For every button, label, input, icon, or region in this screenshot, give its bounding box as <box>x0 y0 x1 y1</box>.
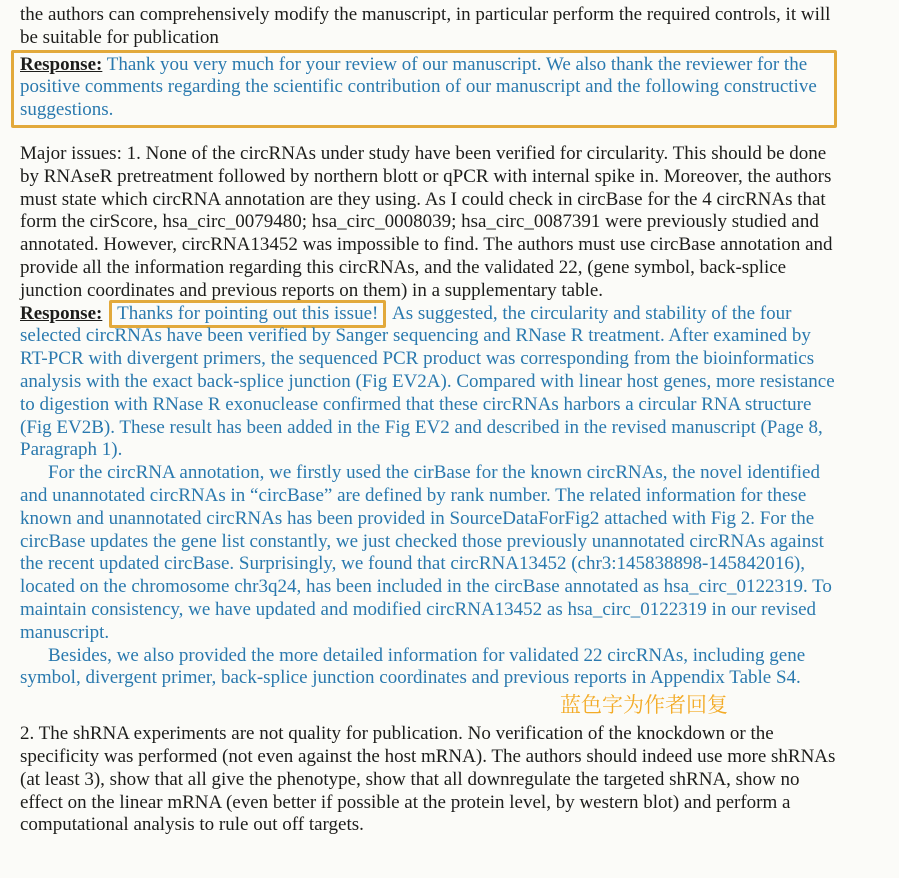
response-1-text: Thank you very much for your review of our manuscript. We also thank the reviewer for the positive comments regarding the scientific contribution of our manuscript and the following constructive suggestions. <box>20 53 817 121</box>
reviewer-comment-intro: the authors can comprehensively modify the manuscript, in particular perform the required controls, it will be suitable for publication <box>20 4 831 48</box>
reviewer-major-issue-2: 2. The shRNA experiments are not quality for publication. No verification of the knockdown or the specificity was performed (not even against the host mRNA). The authors should indeed use more shRNAs (at least 3), show that all give the phenotype, show that all downregulate the targeted shRNA, show no effect on the linear mRNA (even better if possible at the protein level, by western blot) and perform a computational analysis to rule out off targets. <box>20 723 836 836</box>
annotation-blue-text-note: 蓝色字为作者回复 <box>560 694 728 718</box>
reviewer-major-issue-1: Major issues: 1. None of the circRNAs under study have been verified for circularity. This should be done by RNAseR pretreatment followed by northern blott or qPCR with internal spike in. Moreover, the authors must state which circRNA annotation are they using. As I could check in circBase for the 4 circRNAs that form the cirScore, hsa_circ_0079480; hsa_circ_0008039; hsa_circ_0087391 were previously studied and annotated. However, circRNA13452 was impossible to find. The authors must use circBase annotation and provide all the information regarding this circRNAs, and the validated 22, (gene symbol, back-splice junction coordinates and previous reports on them) in a supplementary table. <box>20 142 833 301</box>
response-2-paragraph-2: For the circRNA annotation, we firstly used the cirBase for the known circRNAs, the novel identified and unannotated circRNAs in “circBase” are defined by rank number. The related information for these known and unannotated circRNAs has been provided in SourceDataForFig2 attached with Fig 2. For the circBase updates the gene list constantly, we just checked those previously unannotated circRNAs against the recent updated circBase. Surprisingly, we found that circRNA13452 (chr3:145838898-145842016), located on the chromosome chr3q24, has been included in the circBase annotated as hsa_circ_0122319. To maintain consistency, we have updated and modified circRNA13452 as hsa_circ_0122319 in our revised manuscript. <box>20 462 832 643</box>
response-label: Response: <box>20 53 103 75</box>
response-2-text: As suggested, the circularity and stability of the four selected circRNAs have been verified by Sanger sequencing and RNase R treatment. After examined by RT-PCR with divergent primers, the sequenced PCR product was corresponding from the bioinformatics analysis with the exact back-splice junction (Fig EV2A). Compared with linear host genes, more resistance to digestion with RNase R exonuclease confirmed that these circRNAs harbors a circular RNA structure (Fig EV2B). These result has been added in the Fig EV2 and described in the revised manuscript (Page 8, Paragraph 1). <box>20 302 835 461</box>
response-2-paragraph-3: Besides, we also provided the more detailed information for validated 22 circRNAs, including gene symbol, divergent primer, back-splice junction coordinates and previous reports in Appendix Table S4. <box>20 644 806 689</box>
response-2-paragraph-1 <box>20 303 839 463</box>
response-2-highlighted-text: Thanks for pointing out this issue! <box>109 300 386 328</box>
response-1-highlight-box <box>11 50 837 128</box>
response-label: Response: <box>20 302 103 324</box>
